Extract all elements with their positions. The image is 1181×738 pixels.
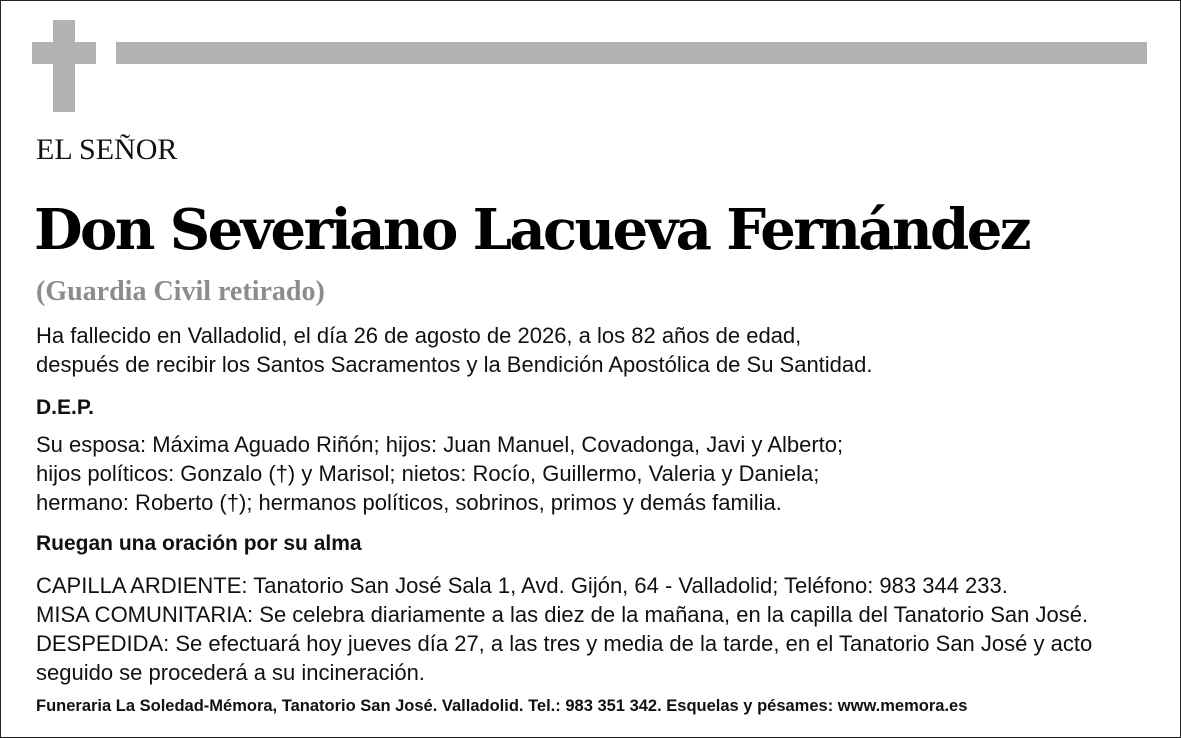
cross-horizontal-bar <box>32 42 96 64</box>
services-block <box>36 571 1092 687</box>
announcement-block <box>36 321 873 379</box>
announcement-line: Ha fallecido en Valladolid, el día 26 de agosto de 2026, a los 82 años de edad, <box>36 323 802 348</box>
service-line: MISA COMUNITARIA: Se celebra diariamente a las diez de la mañana, en la capilla del Tanatorio San José. <box>36 602 1089 627</box>
cross-vertical-bar <box>53 20 75 112</box>
deceased-occupation: (Guardia Civil retirado) <box>36 276 325 307</box>
prayer-request: Ruegan una oración por su alma <box>36 532 362 555</box>
family-line: hermano: Roberto (†); hermanos políticos, sobrinos, primos y demás familia. <box>36 490 782 515</box>
dep-label: D.E.P. <box>36 396 94 419</box>
deceased-name: Don Severiano Lacueva Fernández <box>34 197 1029 263</box>
family-block <box>36 430 843 517</box>
family-line: hijos políticos: Gonzalo (†) y Marisol; nietos: Rocío, Guillermo, Valeria y Daniela; <box>36 461 820 486</box>
announcement-line: después de recibir los Santos Sacramentos y la Bendición Apostólica de Su Santidad. <box>36 352 873 377</box>
service-line: seguido se procederá a su incineración. <box>36 660 425 685</box>
service-line: CAPILLA ARDIENTE: Tanatorio San José Sala 1, Avd. Gijón, 64 - Valladolid; Teléfono: 983 344 233. <box>36 573 1008 598</box>
service-line: DESPEDIDA: Se efectuará hoy jueves día 27, a las tres y media de la tarde, en el Tanatorio San José y acto <box>36 631 1093 656</box>
header-rule <box>116 42 1147 64</box>
family-line: Su esposa: Máxima Aguado Riñón; hijos: Juan Manuel, Covadonga, Javi y Alberto; <box>36 432 844 457</box>
funeral-home-footer: Funeraria La Soledad-Mémora, Tanatorio San José. Valladolid. Tel.: 983 351 342. Esquelas y pésames: www.memora.es <box>36 697 968 715</box>
honorific: EL SEÑOR <box>36 133 178 166</box>
